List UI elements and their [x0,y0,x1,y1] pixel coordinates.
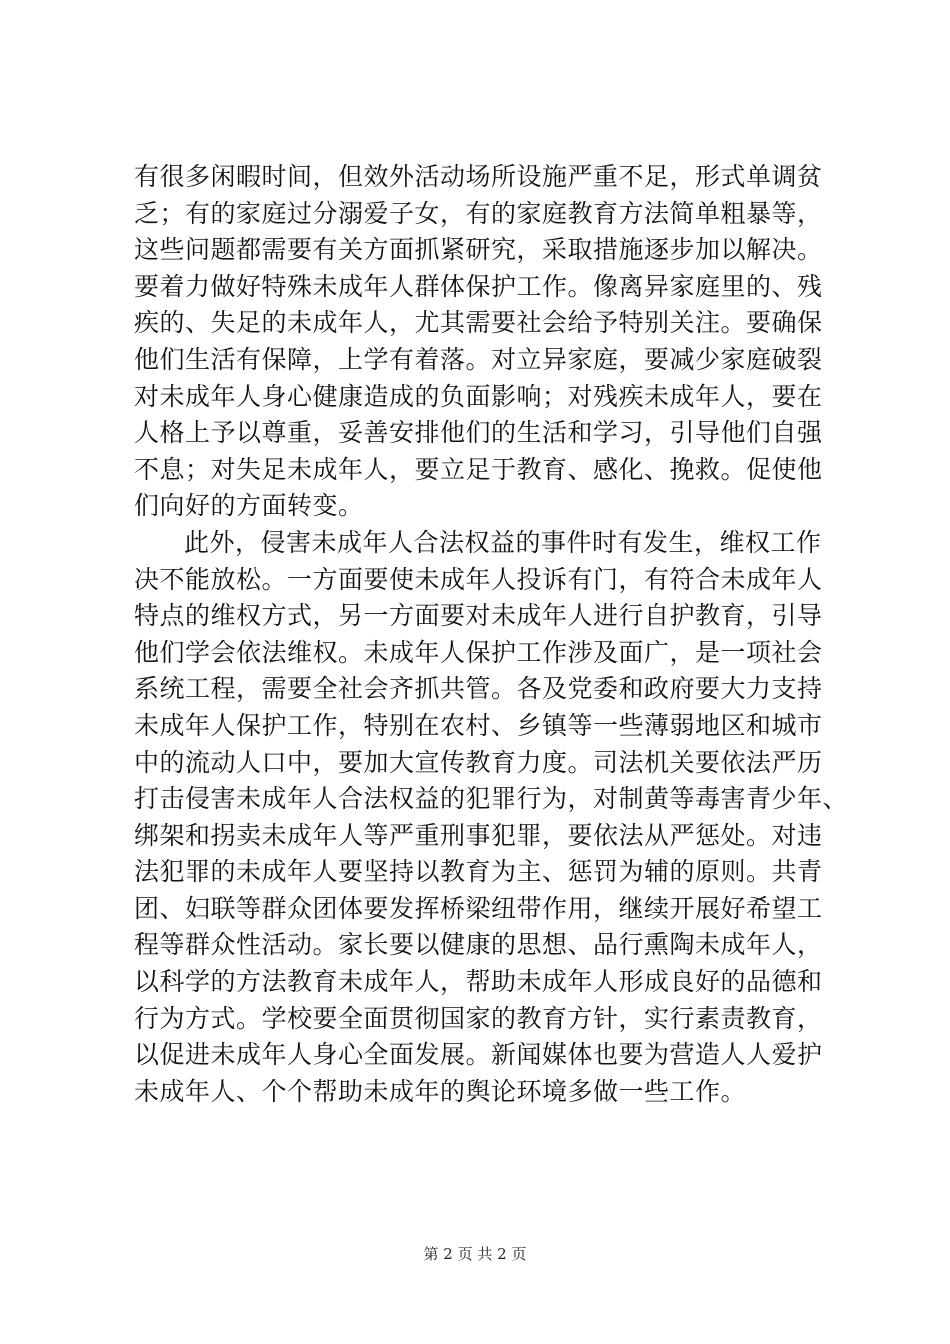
text-line: 团、妇联等群众团体要发挥桥梁纽带作用，继续开展好希望工 [134,893,823,923]
text-line: 不息；对失足未成年人，要立足于教育、感化、挽救。促使他 [134,454,823,484]
text-line: 人格上予以尊重，妥善安排他们的生活和学习，引导他们自强 [134,418,823,448]
text-line: 要着力做好特殊未成年人群体保护工作。像离异家庭里的、残 [134,271,823,301]
text-line: 行为方式。学校要全面贯彻国家的教育方针，实行素责教育， [134,1003,823,1033]
text-line: 疾的、失足的未成年人，尤其需要社会给予特别关注。要确保 [134,308,823,338]
paragraph-first-line: 此外，侵害未成年人合法权益的事件时有发生，维权工作 [184,527,822,557]
text-line: 以促进未成年人身心全面发展。新闻媒体也要为营造人人爱护 [134,1040,823,1070]
text-line: 他们学会依法维权。未成年人保护工作涉及面广，是一项社会 [134,637,823,667]
text-line: 决不能放松。一方面要使未成年人投诉有门，有符合未成年人 [134,564,823,594]
text-line: 打击侵害未成年人合法权益的犯罪行为，对制黄等毒害青少年、 [134,784,849,814]
text-line: 这些问题都需要有关方面抓紧研究，采取措施逐步加以解决。 [134,235,823,265]
body-text [134,159,849,1110]
text-line: 绑架和拐卖未成年人等严重刑事犯罪，要依法从严惩处。对违 [134,820,823,850]
text-line: 乏；有的家庭过分溺爱子女，有的家庭教育方法简单粗暴等， [134,198,823,228]
text-line: 特点的维权方式，另一方面要对未成年人进行自护教育，引导 [134,601,823,631]
text-line: 以科学的方法教育未成年人，帮助未成年人形成良好的品德和 [134,967,823,997]
text-line: 程等群众性活动。家长要以健康的思想、品行熏陶未成年人， [134,930,823,960]
text-line: 有很多闲暇时间，但效外活动场所设施严重不足，形式单调贫 [134,162,823,191]
text-line: 对未成年人身心健康造成的负面影响；对残疾未成年人，要在 [134,381,823,411]
text-line: 未成年人、个个帮助未成年的舆论环境多做一些工作。 [134,1076,747,1106]
text-line: 他们生活有保障，上学有着落。对立异家庭，要减少家庭破裂 [134,344,823,374]
text-line: 系统工程，需要全社会齐抓共管。各及党委和政府要大力支持 [134,674,823,704]
page-footer: 第 2 页 共 2 页 [423,1245,527,1263]
text-line: 法犯罪的未成年人要坚持以教育为主、惩罚为辅的原则。共青 [134,857,823,887]
text-line: 中的流动人口中，要加大宣传教育力度。司法机关要依法严历 [134,747,823,777]
text-line: 未成年人保护工作，特别在农村、乡镇等一些薄弱地区和城市 [134,710,823,740]
text-line: 们向好的方面转变。 [134,491,364,521]
